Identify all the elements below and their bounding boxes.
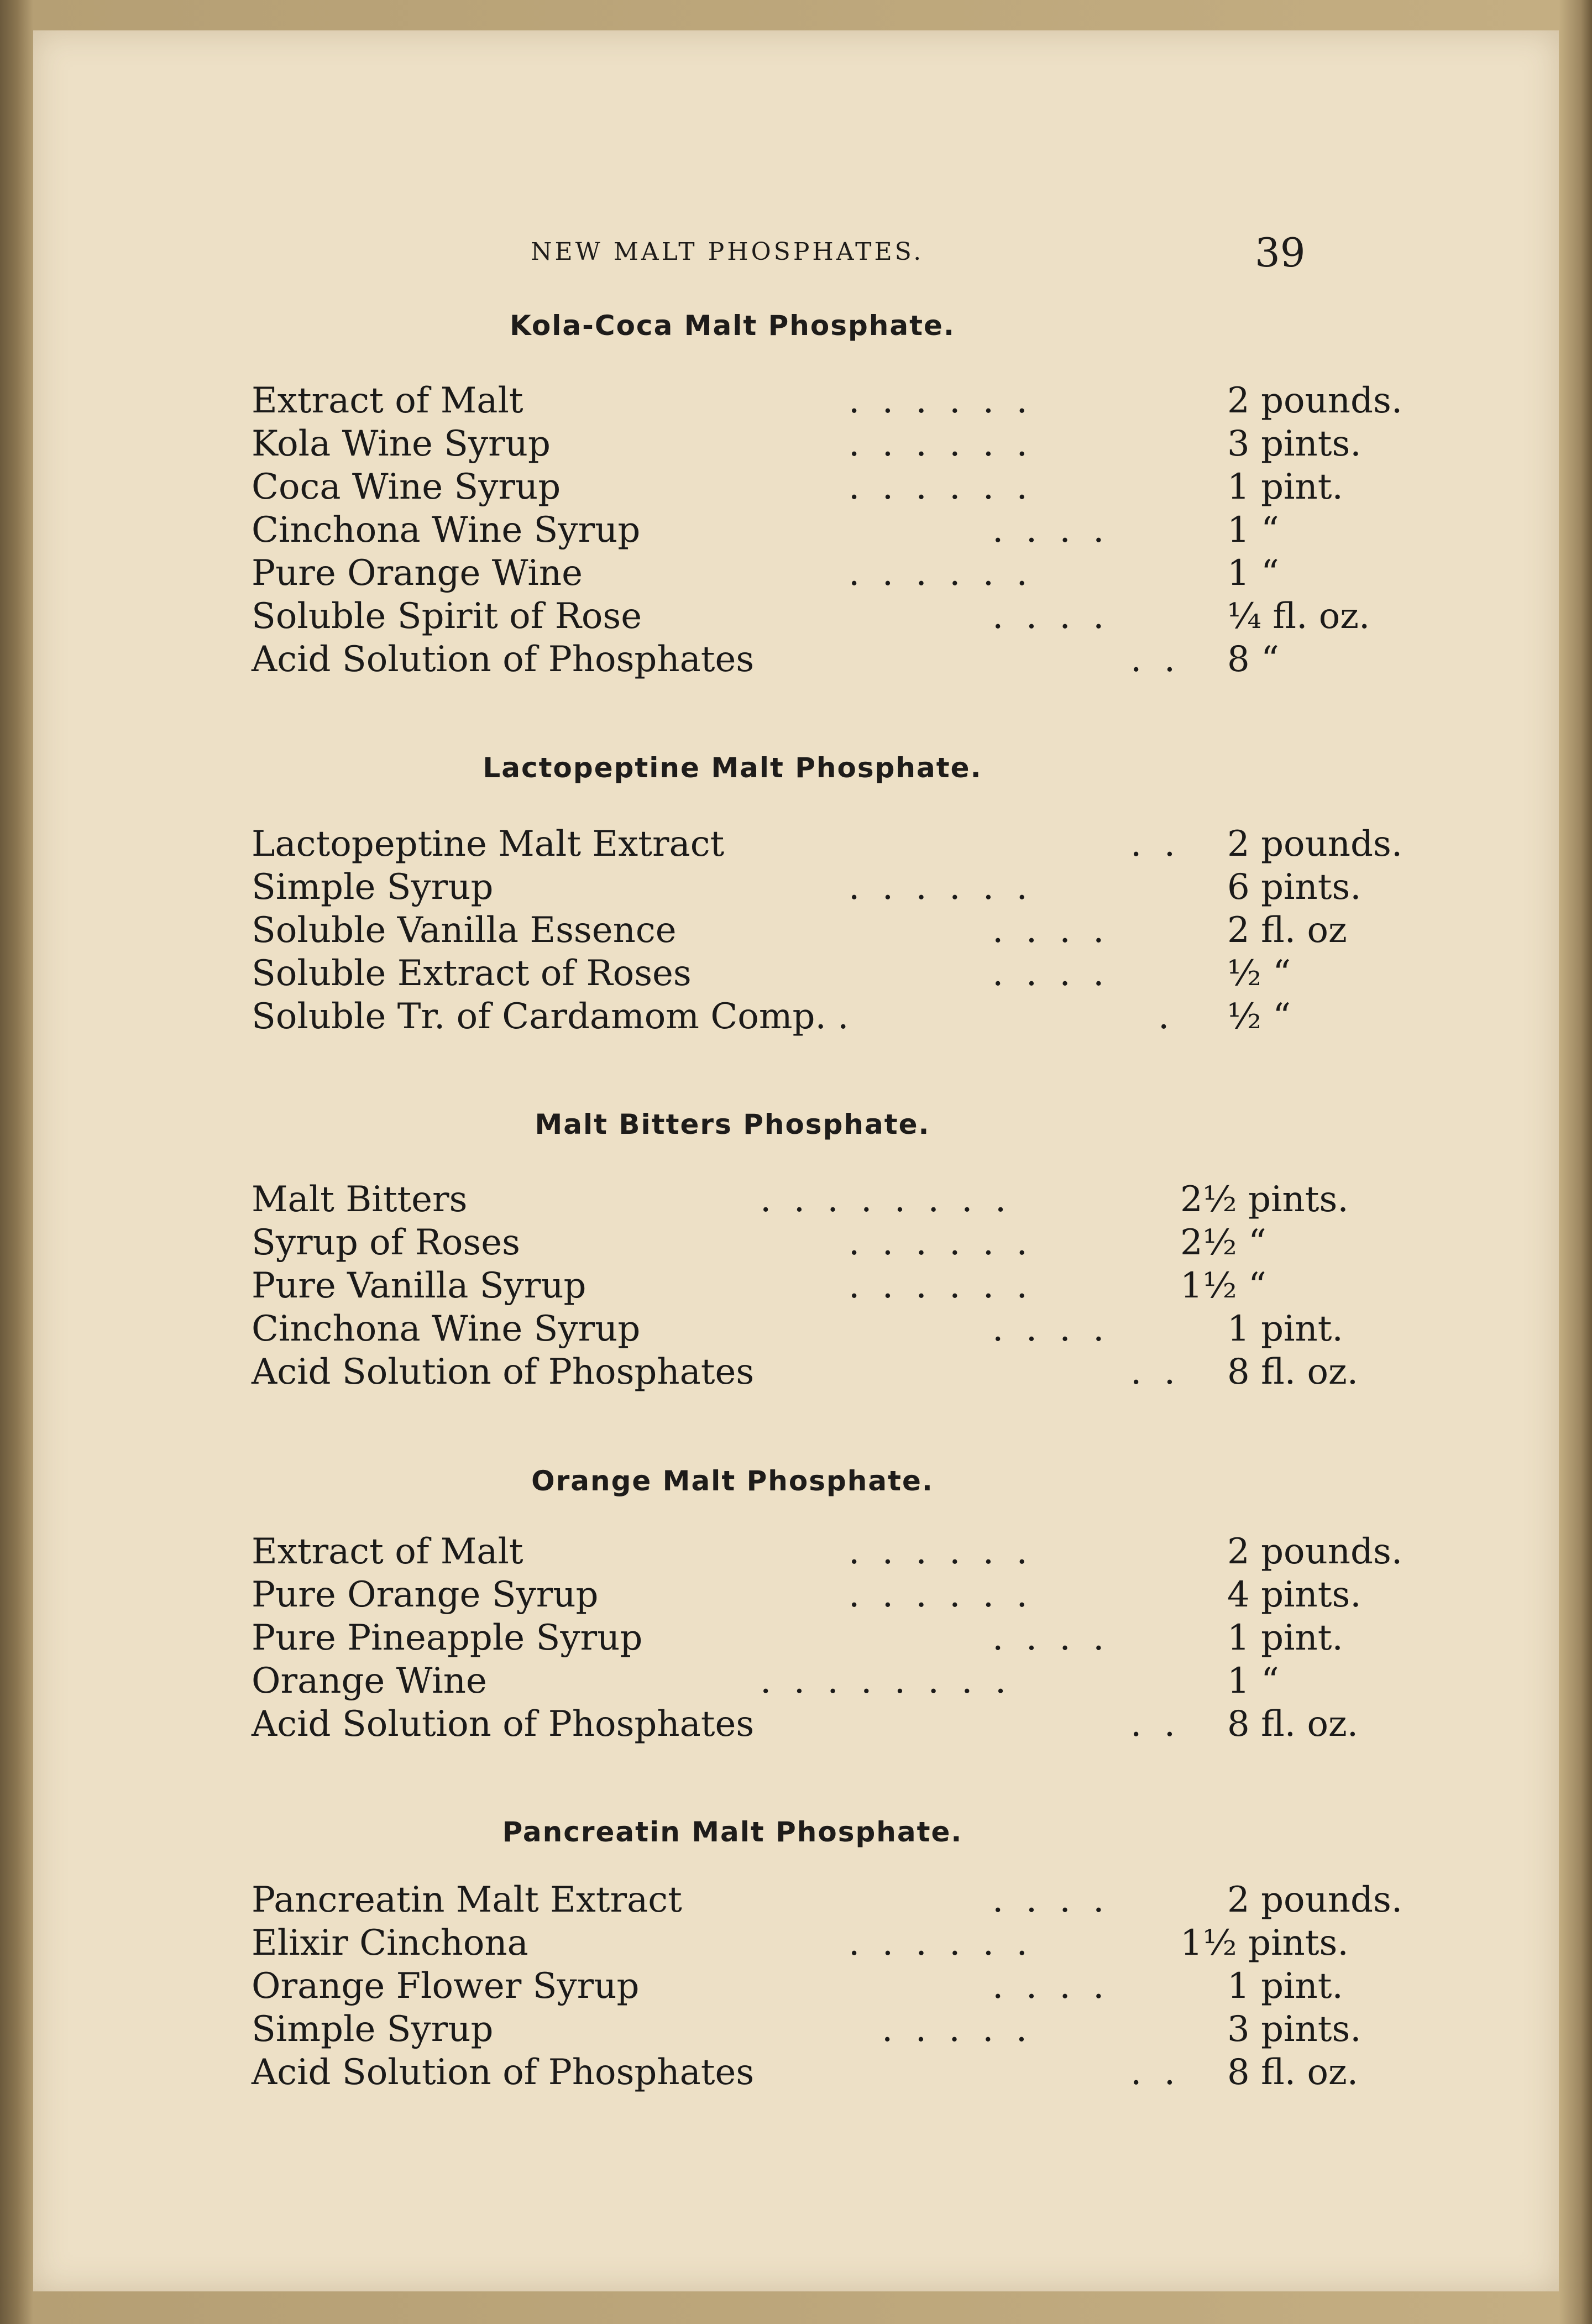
ingredient-quantity: 2 pounds. <box>1227 1880 1403 1920</box>
ingredient-quantity: 4 pints. <box>1227 1574 1361 1615</box>
section-title-orange: Orange Malt Phosphate. <box>531 1465 934 1497</box>
ingredient-quantity: 1½ pints. <box>1180 1923 1349 1964</box>
ingredient-quantity: 1 pint. <box>1227 467 1343 507</box>
ingredient-name: Extract of Malt <box>252 380 523 421</box>
ingredient-quantity: ¼ fl. oz. <box>1227 596 1370 637</box>
ingredient-name: Pure Orange Wine <box>252 553 583 594</box>
ingredient-name: Soluble Tr. of Cardamom Comp. . <box>252 996 849 1037</box>
ingredient-name: Soluble Vanilla Essence <box>252 910 677 951</box>
ingredient-quantity: 1 pint. <box>1227 1308 1343 1349</box>
leader-dots: . . . . <box>992 953 1110 994</box>
leader-dots: . . . . . . <box>849 1222 1033 1263</box>
leader-dots: . . . . . . <box>849 380 1033 421</box>
ingredient-name: Pure Vanilla Syrup <box>252 1265 586 1306</box>
leader-dots: . . . . . . <box>849 467 1033 507</box>
ingredient-quantity: 1 “ <box>1227 510 1279 551</box>
ingredient-name: Extract of Malt <box>252 1531 523 1572</box>
ingredient-quantity: 8 “ <box>1227 639 1279 680</box>
ingredient-name: Pure Orange Syrup <box>252 1574 599 1615</box>
ingredient-quantity: 8 fl. oz. <box>1227 2052 1359 2093</box>
ingredient-name: Acid Solution of Phosphates <box>252 639 755 680</box>
ingredient-quantity: 2½ pints. <box>1180 1179 1349 1220</box>
ingredient-name: Malt Bitters <box>252 1179 468 1220</box>
leader-dots: . . . . <box>992 1618 1110 1658</box>
leader-dots: . . . . . . <box>849 553 1033 594</box>
leader-dots: . . . . . . . . <box>760 1661 1012 1702</box>
ingredient-name: Acid Solution of Phosphates <box>252 1352 755 1393</box>
ingredient-name: Soluble Spirit of Rose <box>252 596 642 637</box>
leader-dots: . . . . . . <box>849 1923 1033 1964</box>
ingredient-quantity: 2 pounds. <box>1227 380 1403 421</box>
leader-dots: . . . . <box>992 1966 1110 2007</box>
section-title-pancreatin: Pancreatin Malt Phosphate. <box>502 1816 963 1848</box>
ingredient-quantity: 8 fl. oz. <box>1227 1704 1359 1745</box>
ingredient-quantity: ½ “ <box>1227 953 1291 994</box>
ingredient-quantity: 1½ “ <box>1180 1265 1266 1306</box>
ingredient-name: Orange Flower Syrup <box>252 1966 640 2007</box>
ingredient-quantity: 2 pounds. <box>1227 824 1403 865</box>
leader-dots: . . . . . <box>882 2009 1033 2050</box>
leader-dots: . . <box>1130 1704 1181 1745</box>
ingredient-name: Orange Wine <box>252 1661 487 1702</box>
ingredient-name: Elixir Cinchona <box>252 1923 528 1964</box>
ingredient-name: Soluble Extract of Roses <box>252 953 692 994</box>
ingredient-name: Kola Wine Syrup <box>252 423 551 464</box>
ingredient-name: Simple Syrup <box>252 867 494 908</box>
leader-dots: . . . . . . <box>849 867 1033 908</box>
leader-dots: . . . . . . <box>849 1265 1033 1306</box>
section-title-malt-bitters: Malt Bitters Phosphate. <box>535 1108 930 1140</box>
leader-dots: . . . . <box>992 1308 1110 1349</box>
ingredient-name: Cinchona Wine Syrup <box>252 1308 641 1349</box>
ingredient-name: Simple Syrup <box>252 2009 494 2050</box>
ingredient-name: Acid Solution of Phosphates <box>252 1704 755 1745</box>
page-number: 39 <box>1255 229 1306 276</box>
ingredient-name: Syrup of Roses <box>252 1222 520 1263</box>
section-title-lactopeptine: Lactopeptine Malt Phosphate. <box>483 752 982 784</box>
ingredient-quantity: 1 pint. <box>1227 1618 1343 1658</box>
ingredient-name: Coca Wine Syrup <box>252 467 561 507</box>
ingredient-name: Acid Solution of Phosphates <box>252 2052 755 2093</box>
section-title-kola-coca: Kola-Coca Malt Phosphate. <box>510 310 955 342</box>
ingredient-quantity: 3 pints. <box>1227 423 1361 464</box>
ingredient-quantity: 1 “ <box>1227 553 1279 594</box>
leader-dots: . . <box>1130 824 1181 865</box>
ingredient-quantity: 1 “ <box>1227 1661 1279 1702</box>
leader-dots: . . . . <box>992 1880 1110 1920</box>
leader-dots: . . . . . . <box>849 1531 1033 1572</box>
ingredient-quantity: 2 fl. oz <box>1227 910 1347 951</box>
leader-dots: . <box>1158 996 1175 1037</box>
ingredient-name: Pancreatin Malt Extract <box>252 1880 682 1920</box>
leader-dots: . . . . <box>992 510 1110 551</box>
running-title: NEW MALT PHOSPHATES. <box>531 238 924 266</box>
ingredient-quantity: 2½ “ <box>1180 1222 1266 1263</box>
leader-dots: . . . . <box>992 596 1110 637</box>
ingredient-quantity: 6 pints. <box>1227 867 1361 908</box>
ingredient-quantity: 8 fl. oz. <box>1227 1352 1359 1393</box>
leader-dots: . . <box>1130 2052 1181 2093</box>
ingredient-quantity: 3 pints. <box>1227 2009 1361 2050</box>
ingredient-name: Cinchona Wine Syrup <box>252 510 641 551</box>
leader-dots: . . . . . . <box>849 423 1033 464</box>
leader-dots: . . <box>1130 1352 1181 1393</box>
leader-dots: . . <box>1130 639 1181 680</box>
leader-dots: . . . . <box>992 910 1110 951</box>
ingredient-quantity: ½ “ <box>1227 996 1291 1037</box>
ingredient-name: Pure Pineapple Syrup <box>252 1618 643 1658</box>
leader-dots: . . . . . . . . <box>760 1179 1012 1220</box>
leader-dots: . . . . . . <box>849 1574 1033 1615</box>
ingredient-quantity: 2 pounds. <box>1227 1531 1403 1572</box>
ingredient-quantity: 1 pint. <box>1227 1966 1343 2007</box>
ingredient-name: Lactopeptine Malt Extract <box>252 824 725 865</box>
